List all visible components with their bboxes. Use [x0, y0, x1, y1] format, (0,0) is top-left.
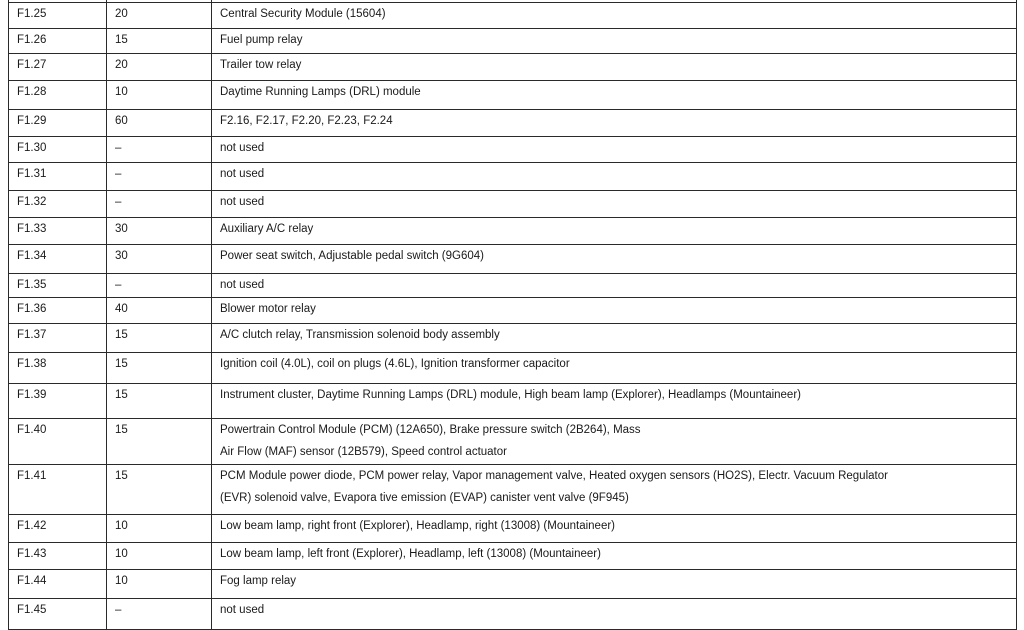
protected-circuit-cell: [212, 29, 1017, 54]
protected-circuit-cell: [212, 245, 1017, 274]
fuse-amperage-cell: 20: [107, 3, 212, 29]
table-row: [9, 570, 1017, 599]
fuse-table-body: [9, 0, 1017, 630]
fuse-amperage-cell: 10: [107, 570, 212, 599]
fuse-id-cell: F1.40: [9, 419, 107, 465]
protected-circuit-cell: [212, 543, 1017, 570]
fuse-amperage-cell: 20: [107, 54, 212, 81]
fuse-amperage-cell: 15: [107, 419, 212, 465]
fuse-id-cell: F1.27: [9, 54, 107, 81]
protected-circuit-cell: [212, 570, 1017, 599]
fuse-amperage-cell: 60: [107, 110, 212, 137]
fuse-amperage-cell: 40: [107, 298, 212, 324]
circuit-description-line: Power seat switch, Adjustable pedal switch (9G604): [220, 250, 484, 262]
fuse-amperage-cell: –: [107, 599, 212, 630]
fuse-id-cell: F1.34: [9, 245, 107, 274]
protected-circuit-cell: [212, 3, 1017, 29]
fuse-id-cell: F1.45: [9, 599, 107, 630]
fuse-id-cell: F1.31: [9, 163, 107, 191]
circuit-description-line: Fog lamp relay: [220, 575, 297, 587]
protected-circuit-cell: [212, 384, 1017, 419]
protected-circuit-cell: [212, 163, 1017, 191]
circuit-description-line: not used: [220, 604, 265, 616]
fuse-id-cell: F1.41: [9, 465, 107, 515]
fuse-amperage-cell: –: [107, 137, 212, 163]
fuse-amperage-cell: 10: [107, 515, 212, 543]
circuit-description-line: Trailer tow relay: [220, 59, 302, 71]
table-row: [9, 137, 1017, 163]
circuit-description-line: Low beam lamp, left front (Explorer), Headlamp, left (13008) (Mountaineer): [220, 548, 601, 560]
fuse-id-cell: F1.43: [9, 543, 107, 570]
circuit-description-line: Daytime Running Lamps (DRL) module: [220, 86, 421, 98]
protected-circuit-cell: [212, 599, 1017, 630]
table-row: [9, 324, 1017, 353]
circuit-description-line: A/C clutch relay, Transmission solenoid body assembly: [220, 329, 500, 341]
circuit-description-line: Central Security Module (15604): [220, 8, 386, 20]
table-row: [9, 163, 1017, 191]
protected-circuit-cell: [212, 324, 1017, 353]
circuit-description-line: not used: [220, 142, 265, 154]
table-row: [9, 515, 1017, 543]
protected-circuit-cell: [212, 298, 1017, 324]
circuit-description-line: Low beam lamp, right front (Explorer), Headlamp, right (13008) (Mountaineer): [220, 520, 616, 532]
table-row: [9, 218, 1017, 245]
table-row: [9, 81, 1017, 110]
fuse-amperage-cell: 30: [107, 218, 212, 245]
protected-circuit-cell: [212, 110, 1017, 137]
fuse-amperage-cell: 15: [107, 29, 212, 54]
protected-circuit-cell: [212, 54, 1017, 81]
table-row: [9, 245, 1017, 274]
table-row: [9, 191, 1017, 218]
circuit-description-line: Air Flow (MAF) sensor (12B579), Speed control actuator: [220, 446, 507, 458]
table-row: [9, 384, 1017, 419]
fuse-id-cell: F1.36: [9, 298, 107, 324]
fuse-id-cell: F1.30: [9, 137, 107, 163]
fuse-id-cell: F1.29: [9, 110, 107, 137]
protected-circuit-cell: [212, 218, 1017, 245]
fuse-amperage-cell: 10: [107, 543, 212, 570]
circuit-description-line: F2.16, F2.17, F2.20, F2.23, F2.24: [220, 115, 393, 127]
protected-circuit-cell: [212, 353, 1017, 384]
fuse-amperage-cell: 15: [107, 324, 212, 353]
circuit-description-line: PCM Module power diode, PCM power relay, Vapor management valve, Heated oxygen sensors (HO2S), Electr. Vacuum Regulator: [220, 470, 888, 482]
fuse-amperage-cell: –: [107, 191, 212, 218]
circuit-description-line: Fuel pump relay: [220, 34, 303, 46]
protected-circuit-cell: [212, 137, 1017, 163]
fuse-id-cell: F1.37: [9, 324, 107, 353]
fuse-amperage-cell: 15: [107, 384, 212, 419]
protected-circuit-cell: [212, 81, 1017, 110]
table-row: [9, 3, 1017, 29]
fuse-id-cell: F1.26: [9, 29, 107, 54]
table-row: [9, 419, 1017, 465]
table-row: [9, 298, 1017, 324]
table-row: [9, 110, 1017, 137]
table-row: [9, 599, 1017, 630]
protected-circuit-cell: [212, 465, 1017, 515]
fuse-amperage-cell: –: [107, 163, 212, 191]
circuit-description-line: not used: [220, 196, 265, 208]
fuse-amperage-cell: 15: [107, 465, 212, 515]
circuit-description-line: not used: [220, 168, 265, 180]
circuit-description-line: Auxiliary A/C relay: [220, 223, 314, 235]
table-row: [9, 465, 1017, 515]
circuit-description-line: Instrument cluster, Daytime Running Lamps (DRL) module, High beam lamp (Explorer), Headlamps (Mountaineer): [220, 389, 801, 401]
fuse-id-cell: F1.39: [9, 384, 107, 419]
table-row: [9, 353, 1017, 384]
fuse-id-cell: F1.32: [9, 191, 107, 218]
protected-circuit-cell: [212, 515, 1017, 543]
circuit-description-line: Ignition coil (4.0L), coil on plugs (4.6L), Ignition transformer capacitor: [220, 358, 570, 370]
fuse-id-cell: F1.25: [9, 3, 107, 29]
fuse-table: [8, 0, 1017, 630]
protected-circuit-cell: [212, 191, 1017, 218]
fuse-id-cell: F1.44: [9, 570, 107, 599]
table-row: [9, 54, 1017, 81]
fuse-id-cell: F1.38: [9, 353, 107, 384]
table-row: [9, 29, 1017, 54]
fuse-id-cell: F1.42: [9, 515, 107, 543]
fuse-amperage-cell: 10: [107, 81, 212, 110]
protected-circuit-cell: [212, 419, 1017, 465]
protected-circuit-cell: [212, 274, 1017, 298]
fuse-amperage-cell: 30: [107, 245, 212, 274]
fuse-amperage-cell: 15: [107, 353, 212, 384]
table-row: [9, 543, 1017, 570]
circuit-description-line: Blower motor relay: [220, 303, 316, 315]
fuse-id-cell: F1.33: [9, 218, 107, 245]
fuse-id-cell: F1.28: [9, 81, 107, 110]
table-row: [9, 274, 1017, 298]
fuse-amperage-cell: –: [107, 274, 212, 298]
circuit-description-line: not used: [220, 279, 265, 291]
fuse-id-cell: F1.35: [9, 274, 107, 298]
circuit-description-line: Powertrain Control Module (PCM) (12A650), Brake pressure switch (2B264), Mass: [220, 424, 641, 436]
circuit-description-line: (EVR) solenoid valve, Evapora tive emission (EVAP) canister vent valve (9F945): [220, 492, 629, 504]
